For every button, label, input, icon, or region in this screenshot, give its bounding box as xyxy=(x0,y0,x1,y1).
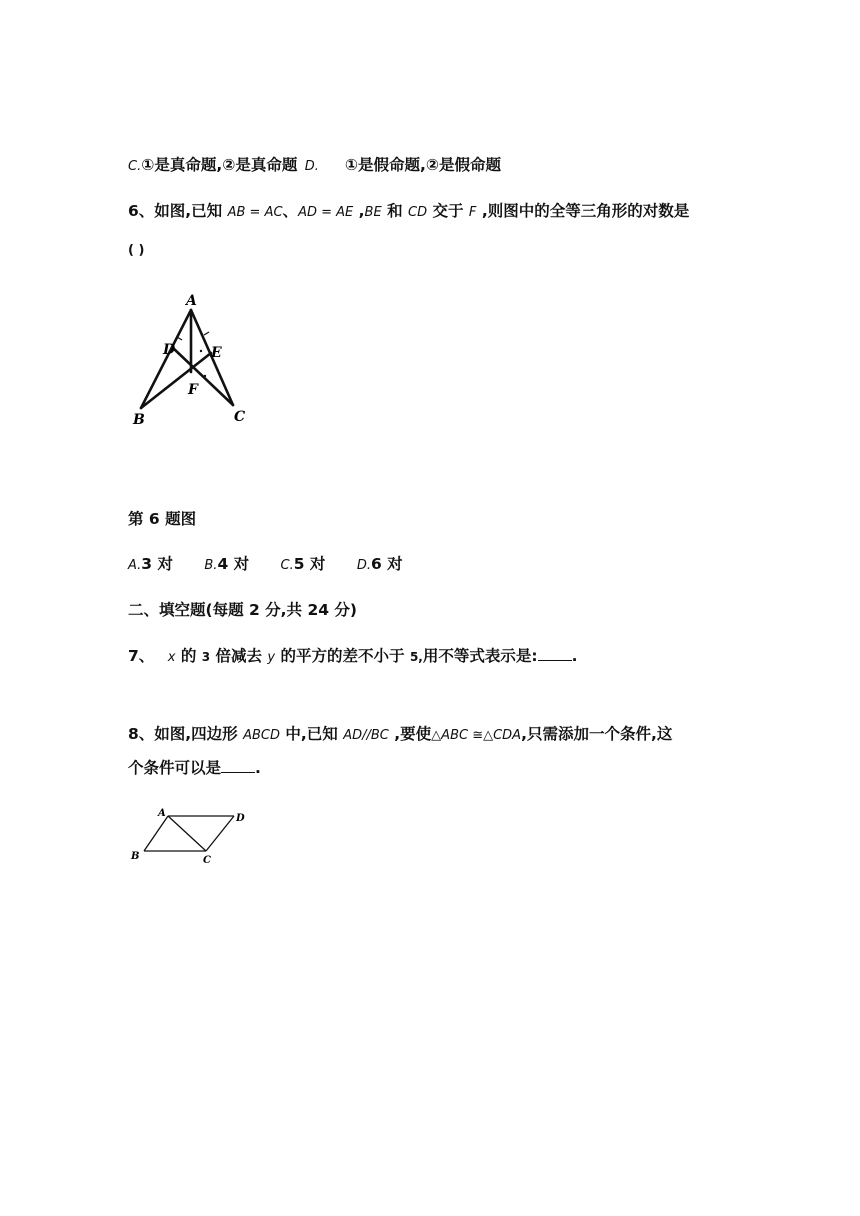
q6-seg2: CD xyxy=(408,205,428,220)
q7-text-3: 的平方的差不小于 xyxy=(280,647,405,665)
q8-quad: ABCD xyxy=(243,728,280,743)
q5-option-d-letter: D. xyxy=(304,159,319,174)
dot-mark xyxy=(204,375,206,377)
q6-option-a-text: 3 对 xyxy=(141,555,173,573)
segment-ab xyxy=(144,816,168,851)
label-d: D xyxy=(163,342,176,358)
q6-point: F xyxy=(468,205,477,220)
tick-mark-ae xyxy=(204,332,209,335)
label-a: A xyxy=(186,293,197,309)
q6-option-d-letter: D. xyxy=(356,558,371,573)
segment-cd xyxy=(206,816,234,851)
q6-option-b-letter: B. xyxy=(204,558,218,573)
q8-parallel: AD//BC xyxy=(343,728,389,743)
q7-var-y: y xyxy=(267,650,276,665)
q6-option-d-text: 6 对 xyxy=(371,555,403,573)
q7-text-2: 倍减去 xyxy=(215,647,263,665)
q7-stem xyxy=(128,645,577,669)
label-d: D xyxy=(236,813,245,824)
q8-end: . xyxy=(255,759,261,777)
q6-option-c-letter: C. xyxy=(280,558,294,573)
label-c: C xyxy=(203,855,211,866)
q8-answer-blank[interactable] xyxy=(221,758,255,773)
label-b: B xyxy=(131,851,140,862)
q7-text-1: 的 xyxy=(180,647,197,665)
q5-option-d-text: ①是假命题,②是假命题 xyxy=(344,156,502,174)
q5-options-cd xyxy=(128,154,501,178)
q6-and: 和 xyxy=(387,202,403,220)
q6-intersect: 交于 xyxy=(432,202,464,220)
q8-figure xyxy=(128,802,258,874)
label-b: B xyxy=(133,412,145,428)
segment-be xyxy=(141,353,211,408)
label-e: E xyxy=(211,345,222,361)
q6-option-a-letter: A. xyxy=(128,558,142,573)
label-f: F xyxy=(188,382,198,398)
section-title-fill-in: 二、填空题(每题 2 分,共 24 分) xyxy=(128,601,357,619)
q7-text-4: 用不等式表示是: xyxy=(422,647,538,665)
q7-num-5: 5, xyxy=(409,650,423,664)
q7-var-x: x xyxy=(167,650,176,665)
q6-sep2: , xyxy=(358,202,365,220)
q6-cond1: AB = AC xyxy=(227,205,283,220)
q8-parallelogram-diagram xyxy=(128,802,258,870)
q5-option-c-text: ①是真命题,②是真命题 xyxy=(141,156,298,174)
q7-answer-blank[interactable] xyxy=(538,646,572,661)
q6-figure xyxy=(125,288,265,437)
q8-line2: 个条件可以是 xyxy=(128,759,222,777)
q8-stem-line2 xyxy=(128,757,261,779)
q6-stem xyxy=(128,200,689,224)
q6-answer-paren: ( ) xyxy=(128,243,145,258)
q6-sep1: 、 xyxy=(282,202,299,220)
q5-option-c-letter: C. xyxy=(128,159,142,174)
q6-cond2: AD = AE xyxy=(298,205,354,220)
label-a: A xyxy=(158,808,166,819)
segment-ac xyxy=(168,816,206,851)
q8-text-3: ,只需添加一个条件,这 xyxy=(521,725,673,743)
q6-option-b-text: 4 对 xyxy=(217,555,250,573)
q6-options xyxy=(128,553,403,577)
q6-option-c-text: 5 对 xyxy=(293,555,326,573)
q8-text-2: ,要使 xyxy=(394,725,432,743)
q7-prefix: 7、 xyxy=(128,647,155,665)
dot-mark xyxy=(200,350,202,352)
q8-congruence: △ABC ≅△CDA xyxy=(431,728,522,743)
q8-text-1: 中,已知 xyxy=(285,725,338,743)
q6-figure-caption: 第 6 题图 xyxy=(128,510,197,528)
q8-prefix: 8、如图,四边形 xyxy=(128,725,238,743)
q6-triangle-diagram xyxy=(125,288,265,433)
q7-end: . xyxy=(571,647,578,665)
q6-suffix: ,则图中的全等三角形的对数是 xyxy=(481,202,690,220)
q8-stem-line1 xyxy=(128,723,672,747)
label-c: C xyxy=(234,409,246,425)
q7-num-3: 3 xyxy=(201,650,211,664)
q6-prefix: 6、如图,已知 xyxy=(128,202,223,220)
q6-seg1: BE xyxy=(364,205,382,220)
